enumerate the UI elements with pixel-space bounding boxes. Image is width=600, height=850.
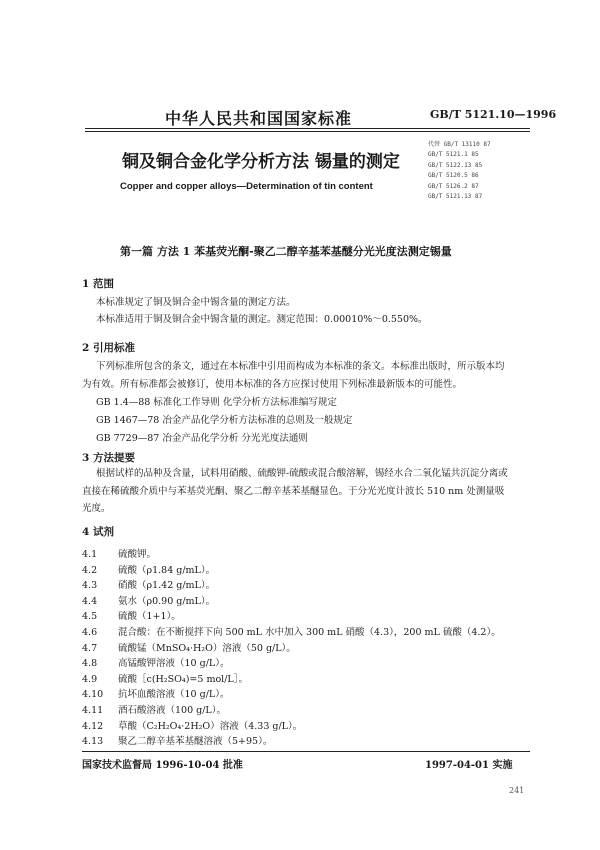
reagent-text: 硫酸锰（MnSO₄·H₂O）溶液（50 g/L）。 xyxy=(118,642,296,654)
summary-paragraph: 根据试样的品种及含量，试料用硝酸、硫酸钾-硫酸或混合酸溶解，锡经水合二氧化锰共沉淀分离或 xyxy=(96,468,508,479)
reference-item: GB 1.4—88 标准化工作导则 化学分析方法标准编写规定 xyxy=(96,397,337,408)
reagent-number: 4.4 xyxy=(82,595,98,607)
scope-paragraph: 本标准适用于铜及铜合金中锡含量的测定。测定范围：0.00010%～0.550%。 xyxy=(96,314,428,325)
section-heading-scope: 1 范围 xyxy=(82,278,114,290)
reagent-number: 4.1 xyxy=(82,549,98,560)
section-heading-summary: 3 方法提要 xyxy=(82,452,135,464)
reagent-text: 聚乙二醇辛基苯基醚溶液（5+95）。 xyxy=(118,736,273,748)
reagent-text: 硫酸［c(H₂SO₄)=5 mol/L］。 xyxy=(118,673,248,685)
reagent-item xyxy=(82,640,296,654)
reagent-number: 4.12 xyxy=(82,720,104,732)
section-heading-reagents: 4 试剂 xyxy=(82,526,114,538)
header-rule xyxy=(85,128,530,129)
standard-number: GB/T 5121.10—1996 xyxy=(430,108,557,121)
page-number: 241 xyxy=(509,786,525,795)
reagent-text: 硫酸（1+1）。 xyxy=(118,611,181,623)
reagent-item xyxy=(82,593,215,607)
replacement-note xyxy=(428,140,491,202)
reference-item: GB 7729—87 冶金产品化学分析 分光光度法通则 xyxy=(96,433,308,444)
implementation-date: 1997-04-01 实施 xyxy=(425,760,513,771)
reagent-item xyxy=(82,624,501,638)
replace-line: 代替 GB/T 13110 87 xyxy=(428,141,491,148)
document-title: 铜及铜合金化学分析方法 锡量的测定 xyxy=(122,152,400,172)
reagent-item xyxy=(82,608,181,622)
reagent-number: 4.6 xyxy=(82,627,98,638)
footer-rule xyxy=(82,751,530,752)
reagent-number: 4.3 xyxy=(82,580,98,592)
header-rule-2 xyxy=(85,131,530,132)
reagent-item xyxy=(82,702,226,716)
reagent-text: 草酸（C₂H₂O₄·2H₂O）溶液（4.33 g/L）。 xyxy=(118,720,303,732)
replace-line: GB/T 5120.5 86 xyxy=(428,172,479,180)
reagent-text: 氨水（ρ0.90 g/mL）。 xyxy=(118,595,216,607)
reagent-text: 硫酸钾。 xyxy=(118,549,157,560)
reference-item: GB 1467—78 冶金产品化学分析方法标准的总则及一般规定 xyxy=(96,415,353,426)
reagent-item xyxy=(82,686,229,700)
reagent-number: 4.11 xyxy=(82,705,104,716)
reagent-number: 4.7 xyxy=(82,642,98,654)
replace-line: GB/T 5121.1 85 xyxy=(428,151,479,159)
reagent-text: 混合酸：在不断搅拌下向 500 mL 水中加入 300 mL 硝酸（4.3），200 mL 硫酸（4.2）。 xyxy=(118,627,501,638)
normative-paragraph: 为有效。所有标准都会被修订，使用本标准的各方应探讨使用下列标准最新版本的可能性。 xyxy=(82,379,463,390)
reagent-number: 4.5 xyxy=(82,611,98,623)
reagent-number: 4.13 xyxy=(82,736,104,748)
reagent-number: 4.2 xyxy=(82,564,98,576)
reagent-item xyxy=(82,718,302,732)
reagent-item xyxy=(82,577,215,591)
normative-paragraph: 下列标准所包含的条文，通过在本标准中引用而构成为本标准的条文。本标准出版时，所示版本均 xyxy=(96,361,505,372)
reagent-number: 4.8 xyxy=(82,658,98,670)
reagent-text: 酒石酸溶液（100 g/L）。 xyxy=(118,705,226,716)
reagent-text: 抗坏血酸溶液（10 g/L）。 xyxy=(118,689,230,701)
reagent-item xyxy=(82,655,229,669)
summary-paragraph: 直接在稀硫酸介质中与苯基荧光酮、聚乙二醇辛基苯基醚显色。于分光光度计波长 510 nm 处测量吸 xyxy=(82,486,505,497)
reagent-item xyxy=(82,562,215,576)
reagent-text: 硫酸（ρ1.84 g/mL）。 xyxy=(118,564,216,576)
reagent-text: 高锰酸钾溶液（10 g/L）。 xyxy=(118,658,230,670)
summary-paragraph: 光度。 xyxy=(82,503,111,514)
reagent-number: 4.9 xyxy=(82,673,98,685)
replace-line: GB/T 5121.13 87 xyxy=(428,193,483,201)
part-title: 第一篇 方法 1 苯基荧光酮-聚乙二醇辛基苯基醚分光光度法测定锡量 xyxy=(120,245,452,258)
reagent-number: 4.10 xyxy=(82,689,104,701)
scope-paragraph: 本标准规定了铜及铜合金中锡含量的测定方法。 xyxy=(96,297,296,308)
replace-line: GB/T 5126.2 87 xyxy=(428,182,479,190)
reagent-item xyxy=(82,546,156,560)
reagent-item xyxy=(82,733,272,747)
reagent-item xyxy=(82,671,248,685)
replace-line: GB/T 5122.13 85 xyxy=(428,161,483,169)
section-heading-normative: 2 引用标准 xyxy=(82,342,135,354)
national-standard-heading: 中华人民共和国国家标准 xyxy=(165,109,353,128)
approval-date: 国家技术监督局 1996-10-04 批准 xyxy=(82,760,243,771)
english-title: Copper and copper alloys—Determination of tin content xyxy=(120,181,373,192)
reagent-text: 硝酸（ρ1.42 g/mL）。 xyxy=(118,580,216,592)
